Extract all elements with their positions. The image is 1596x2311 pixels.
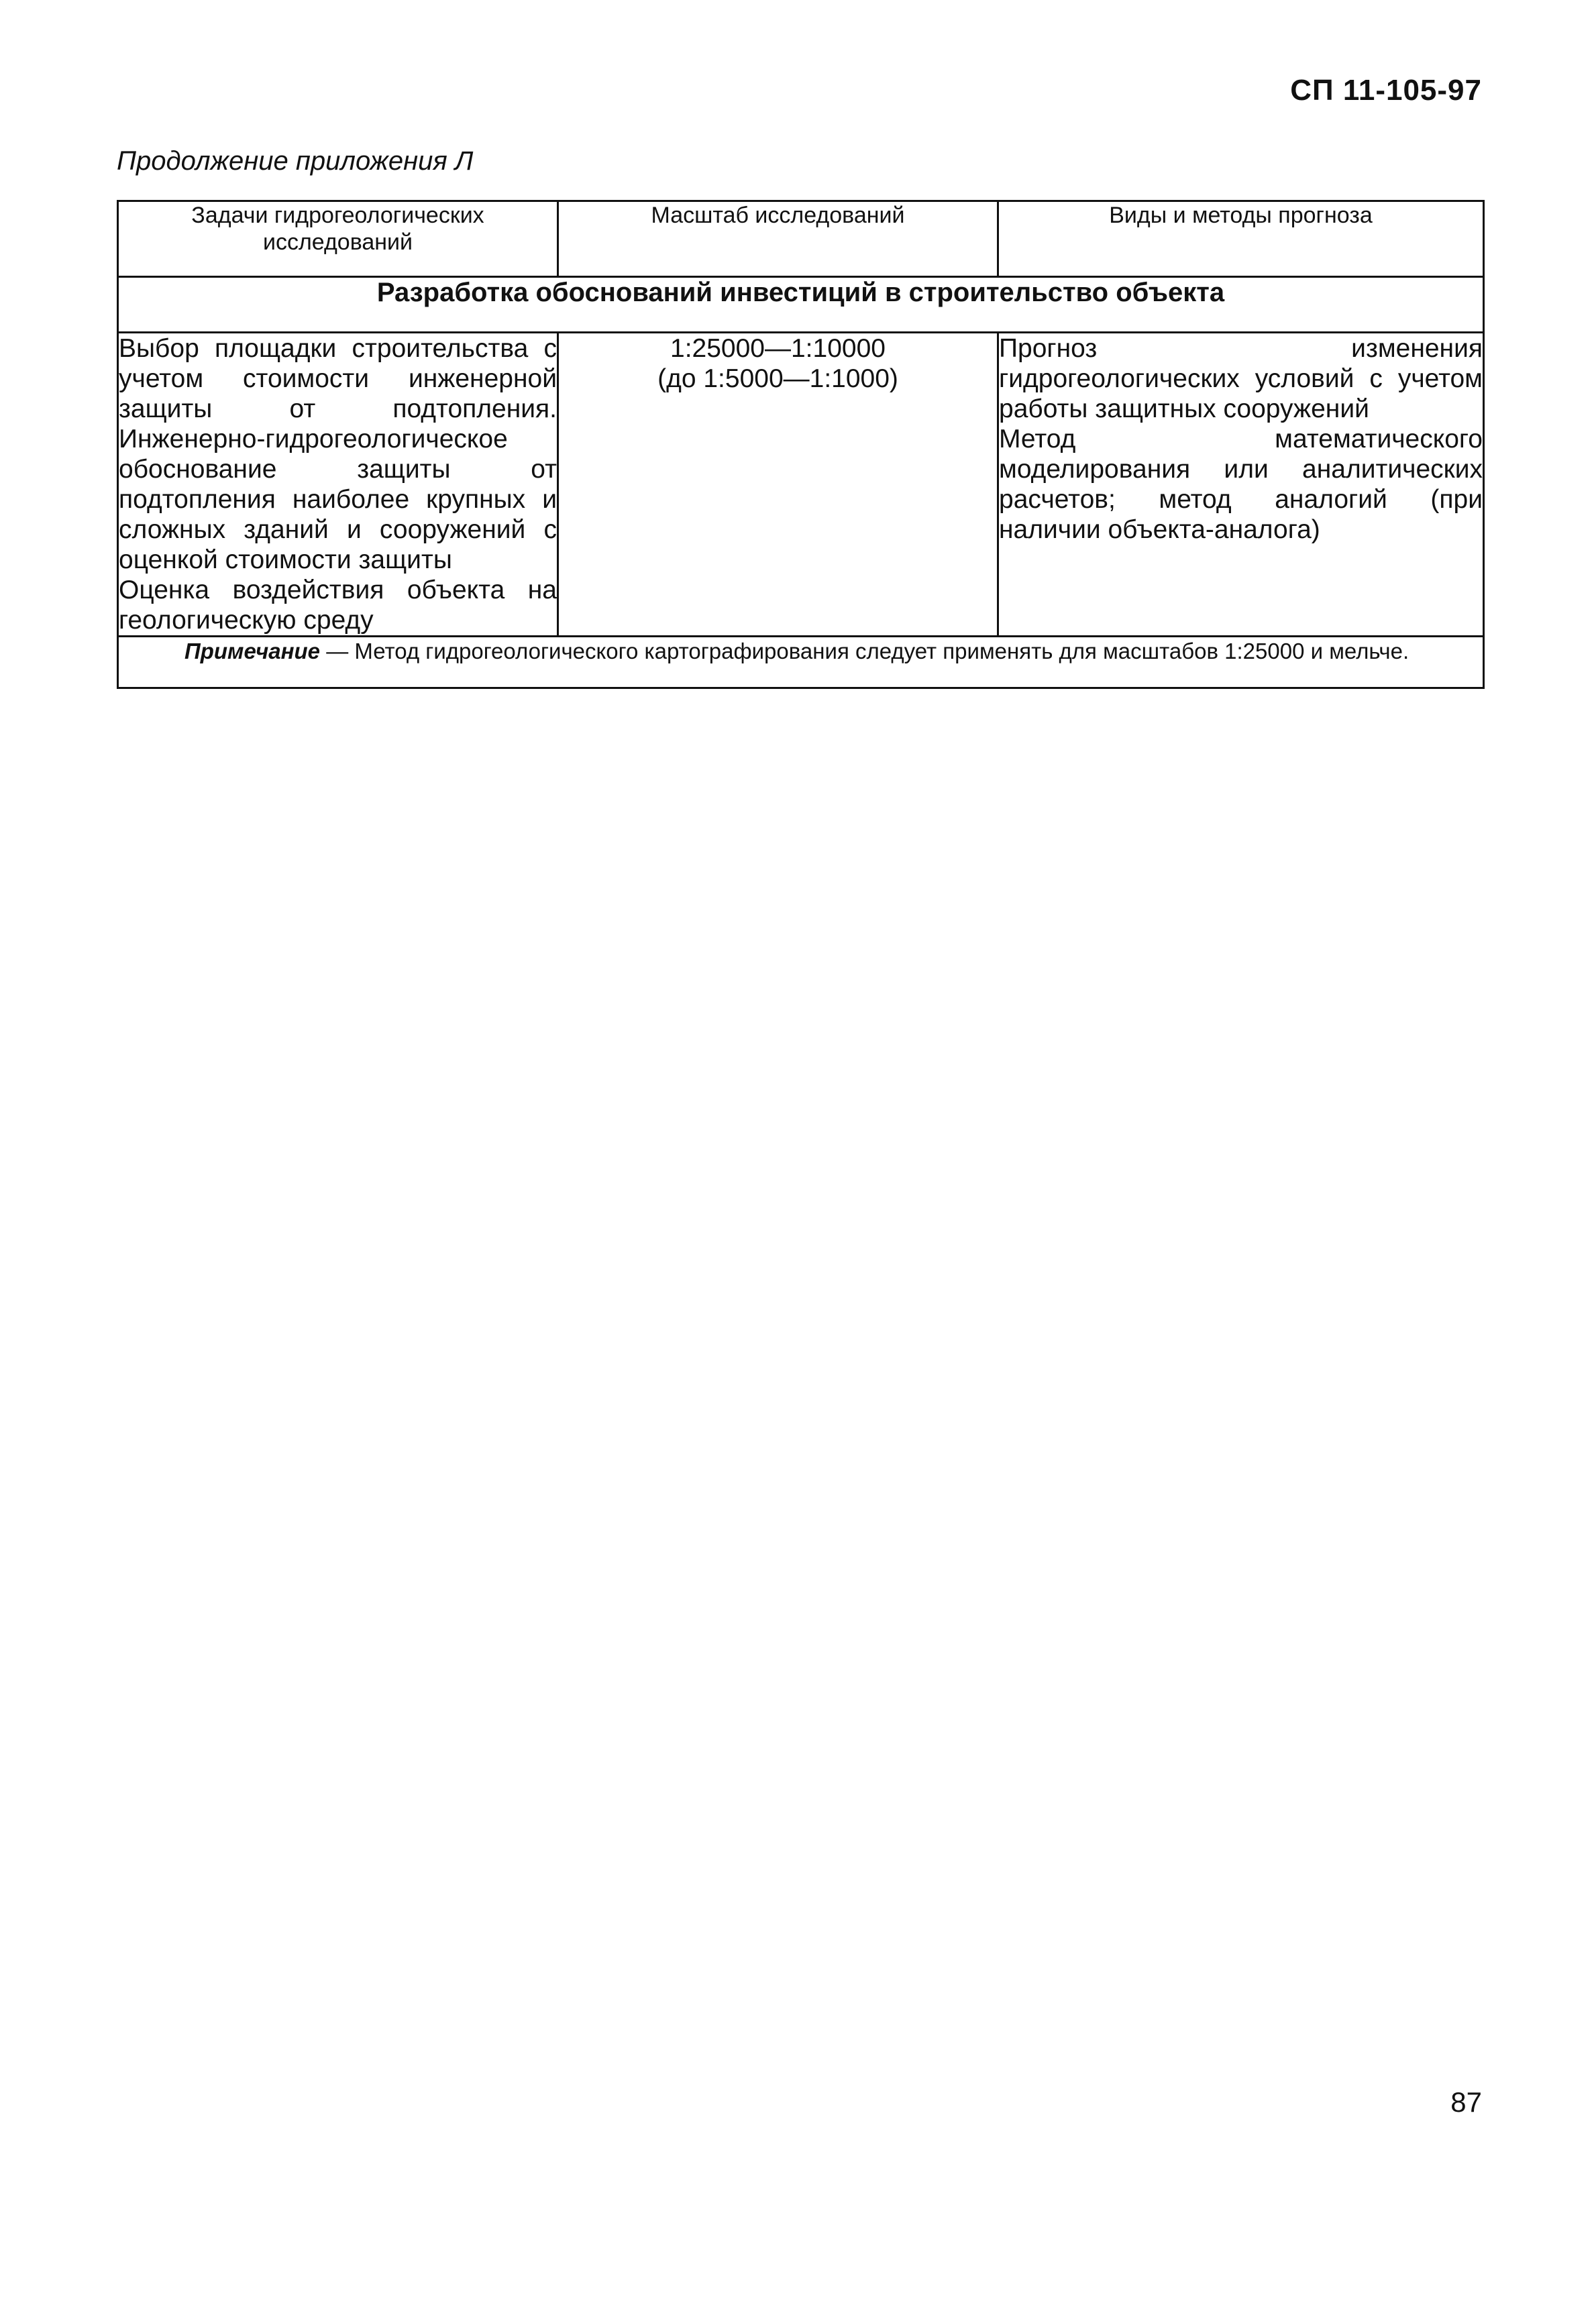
note-text: — Метод гидрогеологического картографирования следует применять для масштабов 1:25000 и мельче.: [320, 639, 1409, 663]
scale-range: 1:25000—1:10000: [670, 334, 886, 363]
note-label: Примечание: [184, 639, 321, 663]
continuation-caption: Продолжение приложения Л: [117, 146, 474, 176]
method-text: Метод математического моделирования или аналитических расчетов; метод аналогий (при наличии объекта-аналога): [999, 425, 1483, 544]
column-header-tasks: Задачи гидрогеологических исследований: [118, 201, 558, 277]
page-number: 87: [1450, 2086, 1482, 2118]
document-code: СП 11-105-97: [1290, 74, 1482, 107]
tasks-cell: [118, 333, 558, 637]
method-text: Прогноз изменения гидрогеологических условий с учетом работы защитных сооружений: [999, 334, 1483, 423]
section-row: [118, 277, 1484, 333]
note-row: [118, 637, 1484, 688]
methods-cell: [998, 333, 1484, 637]
table-row: [118, 333, 1484, 637]
column-header-methods: Виды и методы прогноза: [998, 201, 1484, 277]
column-header-scale: Масштаб исследований: [558, 201, 998, 277]
task-text: Выбор площадки строительства с учетом стоимости инженерной защиты от подтопления. Инженерно-гидрогеологическое обоснование защиты от подтопления наиболее крупных и сложных зданий и сооружений с оценкой стоимости защиты: [119, 334, 557, 574]
scale-cell: [558, 333, 998, 637]
table-header-row: [118, 201, 1484, 277]
forecast-table: [117, 200, 1485, 689]
task-text: Оценка воздействия объекта на геологическую среду: [119, 576, 557, 635]
scale-range-detailed: (до 1:5000—1:1000): [657, 364, 898, 393]
section-title: Разработка обоснований инвестиций в строительство объекта: [118, 277, 1484, 333]
note-cell: [118, 637, 1484, 688]
